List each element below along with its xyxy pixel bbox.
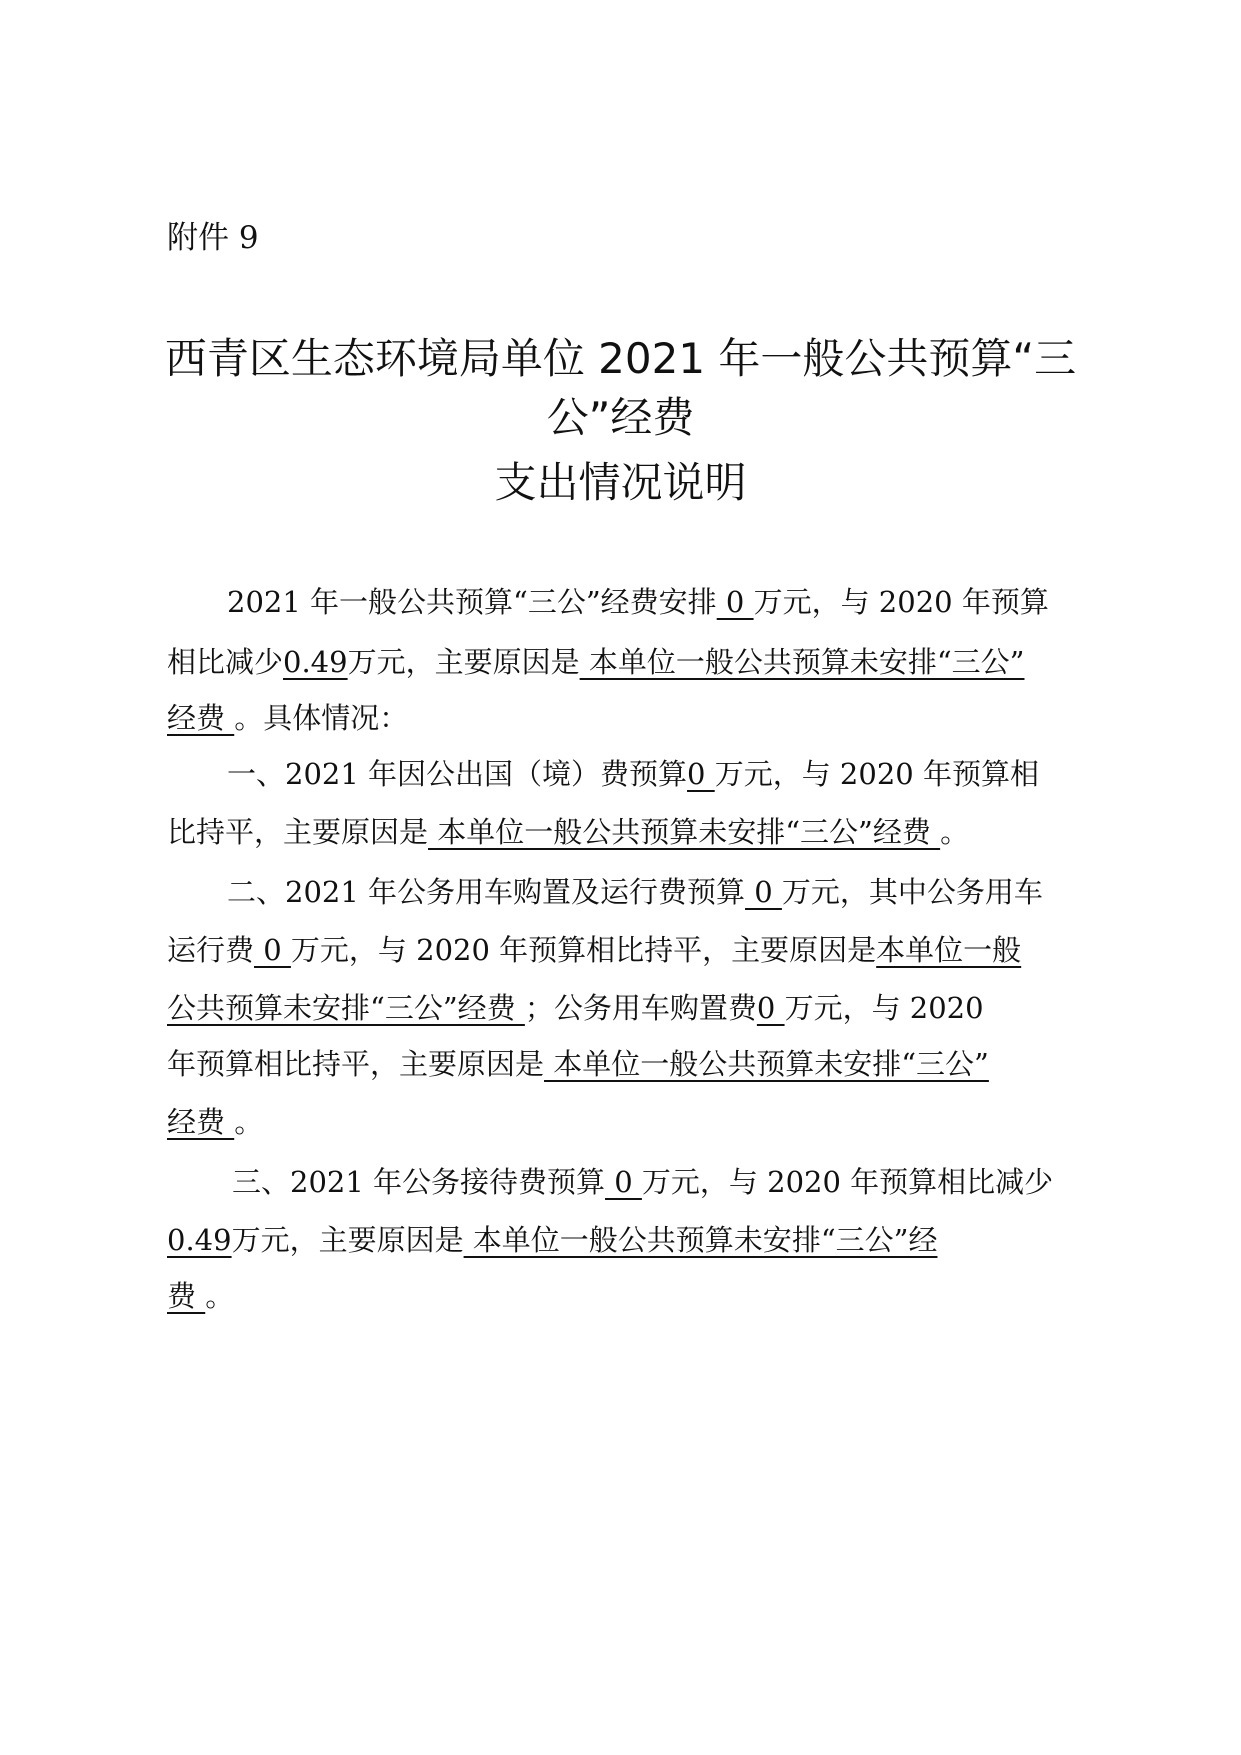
intro-line-1: 2021 年一般公共预算“三公”经费安排 0 万元，与 2020 年预算 xyxy=(227,585,1049,619)
item3-line-3: 费 。 xyxy=(167,1279,235,1313)
intro-line-3: 经费 。具体情况： xyxy=(167,701,409,735)
item1-line-1: 一、2021 年因公出国（境）费预算0 万元，与 2020 年预算相 xyxy=(227,757,1039,791)
item3-amount: 0 xyxy=(605,1165,642,1199)
item2-operating-amount: 0 xyxy=(254,933,291,967)
item2-line-4: 年预算相比持平，主要原因是 本单位一般公共预算未安排“三公” xyxy=(167,1047,989,1081)
item1-amount: 0 xyxy=(687,757,715,791)
item2-line-3: 公共预算未安排“三公”经费 ；公务用车购置费0 万元，与 2020 xyxy=(167,991,984,1025)
item2-total-amount: 0 xyxy=(745,875,782,909)
item2-line-1: 二、2021 年公务用车购置及运行费预算 0 万元，其中公务用车 xyxy=(227,875,1043,909)
item2-operating-reason: 本单位一般 xyxy=(876,933,1022,967)
intro-decrease-amount: 0.49 xyxy=(283,645,348,679)
intro-line-2: 相比减少0.49万元，主要原因是 本单位一般公共预算未安排“三公” xyxy=(167,645,1025,679)
item1-line-2: 比持平，主要原因是 本单位一般公共预算未安排“三公”经费 。 xyxy=(167,815,970,849)
item2-purchase-reason: 本单位一般公共预算未安排“三公” xyxy=(544,1047,989,1081)
item3-decrease-amount: 0.49 xyxy=(167,1223,232,1257)
intro-reason-continued: 经费 xyxy=(167,701,235,735)
item3-line-2: 0.49万元，主要原因是 本单位一般公共预算未安排“三公”经 xyxy=(167,1223,938,1257)
item3-line-1: 三、2021 年公务接待费预算 0 万元，与 2020 年预算相比减少 xyxy=(232,1165,1054,1199)
item2-operating-reason-continued: 公共预算未安排“三公”经费 xyxy=(167,991,525,1025)
document-title-line-1: 西青区生态环境局单位 2021 年一般公共预算“三 xyxy=(164,334,1077,383)
document-title-line-3: 支出情况说明 xyxy=(494,458,747,507)
attachment-label: 附件 9 xyxy=(167,220,259,256)
item3-reason-continued: 费 xyxy=(167,1279,206,1313)
intro-reason: 本单位一般公共预算未安排“三公” xyxy=(579,645,1025,679)
intro-amount: 0 xyxy=(716,585,754,619)
item1-reason: 本单位一般公共预算未安排“三公”经费 xyxy=(428,815,941,849)
document-title-line-2: 公”经费 xyxy=(546,393,695,442)
item2-line-2: 运行费 0 万元，与 2020 年预算相比持平，主要原因是本单位一般 xyxy=(167,933,1022,967)
item2-purchase-reason-continued: 经费 xyxy=(167,1105,235,1139)
item2-purchase-amount: 0 xyxy=(756,991,785,1025)
item2-line-5: 经费 。 xyxy=(167,1105,264,1139)
item3-reason: 本单位一般公共预算未安排“三公”经 xyxy=(463,1223,938,1257)
